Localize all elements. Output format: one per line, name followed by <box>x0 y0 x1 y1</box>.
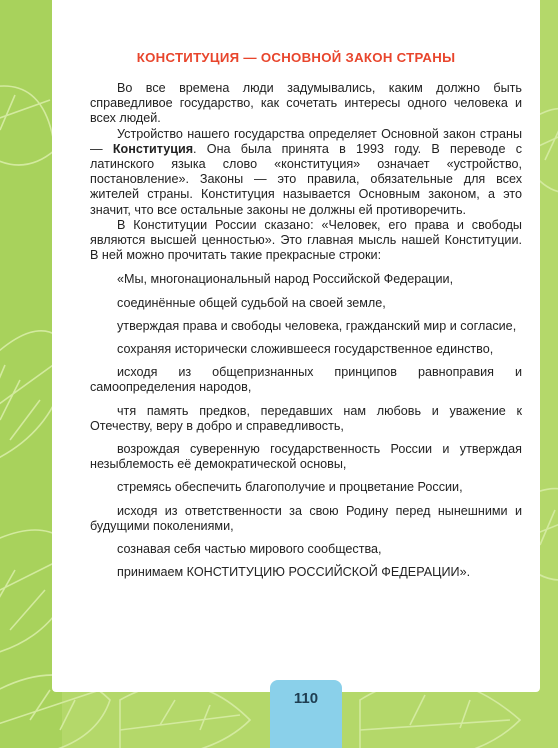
quote-line: чтя память предков, передавших нам любовь и уважение к Отечеству, веру в добро и справедливость, <box>90 403 522 433</box>
constitution-preamble-quote <box>90 272 522 580</box>
paragraph-intro: Во все времена люди задумывались, каким должно быть справедливое государство, как сочетать интересы одного человека и всех людей. <box>90 81 522 126</box>
textbook-page <box>52 0 540 692</box>
quote-line: утверждая права и свободы человека, гражданский мир и согласие, <box>117 318 517 333</box>
term-constitution: Конституция <box>112 141 194 156</box>
quote-line: «Мы, многонациональный народ Российской Федерации, <box>117 272 454 287</box>
quote-line: сохраняя исторически сложившееся государственное единство, <box>117 342 494 357</box>
paragraph-constitution <box>90 127 522 218</box>
quote-line: сознавая себя частью мирового сообщества, <box>117 542 382 557</box>
quote-line: стремясь обеспечить благополучие и процветание России, <box>117 480 463 495</box>
quote-line: возрождая суверенную государственность России и утверждая незыблемость её демократической основы, <box>90 442 522 472</box>
page-number: 110 <box>293 690 319 707</box>
page-title: КОНСТИТУЦИЯ — ОСНОВНОЙ ЗАКОН СТРАНЫ <box>136 50 456 65</box>
paragraph-constitution-before: Устройство нашего государства определяет Основной закон страны — <box>90 126 522 156</box>
quote-line: принимаем КОНСТИТУЦИЮ РОССИЙСКОЙ ФЕДЕРАЦИИ». <box>117 565 471 580</box>
page-body <box>90 81 522 588</box>
paragraph-human-rights: В Конституции России сказано: «Человек, его права и свободы являются высшей ценностью». Это главная мысль нашей Конституции. В ней можно прочитать такие прекрасные строки: <box>90 217 522 263</box>
paragraph-constitution-after: . Она была принята в 1993 году. В переводе с латинского языка слово «конституция» означает «устройство, постановление». Законы — это правила, обязательные для всех жителей страны. Конституция называется Основным законом, а это значит, что все остальные законы не должны ей противоречить. <box>90 141 523 217</box>
quote-line: соединённые общей судьбой на своей земле, <box>117 295 386 310</box>
quote-line: исходя из ответственности за свою Родину перед нынешними и будущими поколениями, <box>90 503 522 533</box>
quote-line: исходя из общепризнанных принципов равноправия и самоопределения народов, <box>90 365 522 395</box>
page-number-tab <box>270 680 342 748</box>
